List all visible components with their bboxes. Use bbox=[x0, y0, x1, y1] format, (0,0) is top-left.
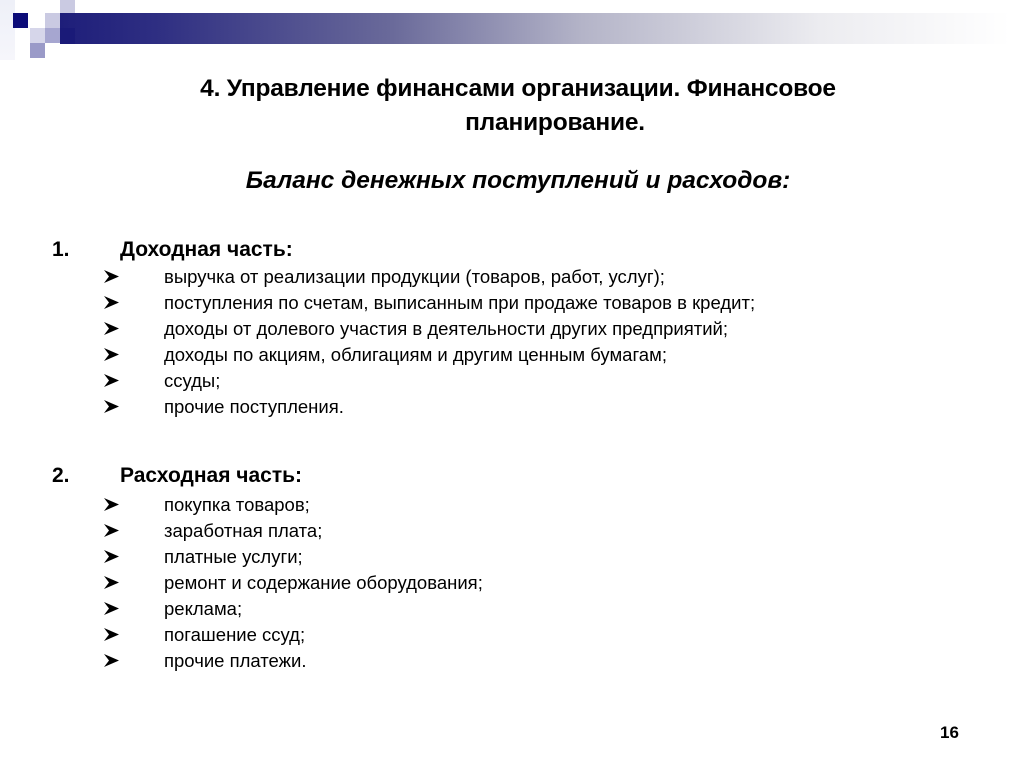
decor-square bbox=[30, 28, 45, 43]
arrowhead-bullet-icon bbox=[104, 498, 119, 511]
section-heading: Расходная часть: bbox=[120, 464, 303, 487]
arrowhead-bullet-icon bbox=[104, 628, 119, 641]
slide-title-line2: планирование. bbox=[465, 109, 645, 136]
decor-square bbox=[60, 0, 75, 13]
decor-square bbox=[45, 13, 60, 28]
slide-title bbox=[0, 72, 1024, 140]
decor-square bbox=[13, 13, 28, 28]
arrowhead-bullet-icon bbox=[104, 400, 119, 413]
arrowhead-bullet-icon bbox=[104, 550, 119, 563]
section-number: 2. bbox=[52, 464, 70, 487]
decor-square bbox=[0, 0, 15, 60]
arrowhead-bullet-icon bbox=[104, 602, 119, 615]
section-number: 1. bbox=[52, 238, 70, 261]
arrowhead-bullet-icon bbox=[104, 374, 119, 387]
arrowhead-bullet-icon bbox=[104, 654, 119, 667]
arrowhead-bullet-icon bbox=[104, 322, 119, 335]
arrowhead-bullet-icon bbox=[104, 296, 119, 309]
arrowhead-bullet-icon bbox=[104, 524, 119, 537]
arrowhead-bullet-icon bbox=[104, 576, 119, 589]
decor-square bbox=[60, 28, 75, 44]
arrowhead-bullet-icon bbox=[104, 348, 119, 361]
section-heading: Доходная часть: bbox=[120, 238, 293, 261]
slide-subtitle: Баланс денежных поступлений и расходов: bbox=[245, 167, 791, 194]
page-number: 16 bbox=[940, 723, 959, 742]
arrowhead-bullet-icon bbox=[104, 270, 119, 283]
slide-title-line1: 4. Управление финансами организации. Финансовое bbox=[200, 75, 836, 102]
header-gradient-bar bbox=[60, 13, 1010, 44]
decor-square bbox=[45, 28, 60, 43]
decor-square bbox=[30, 43, 45, 58]
